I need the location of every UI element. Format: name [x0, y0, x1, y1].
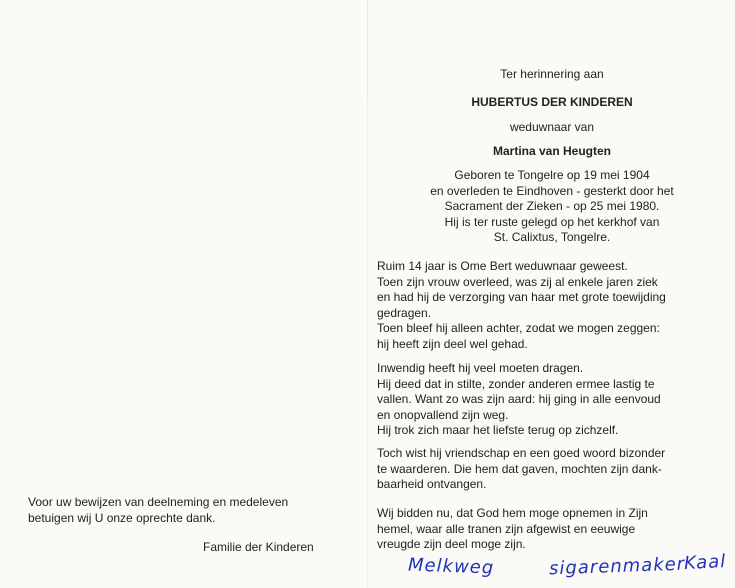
- deceased-name-block: [369, 95, 735, 109]
- paragraph-3-line-1: Toch wist hij vriendschap en een goed woord bizonder: [377, 446, 666, 460]
- spouse-name: Martina van Heugten: [492, 144, 612, 158]
- birth-line-2: en overleden te Eindhoven - gesterkt door het: [430, 183, 674, 198]
- paragraph-1-line-6: hij heeft zijn deel wel gehad.: [377, 336, 528, 351]
- paragraph-1-line-4: gedragen.: [377, 305, 432, 320]
- birth-line-4: Hij is ter ruste gelegd op het kerkhof van: [444, 214, 660, 229]
- intro-line: [369, 67, 735, 81]
- intro-text: Ter herinnering aan: [500, 67, 604, 81]
- paragraph-1-line-1: Ruim 14 jaar is Ome Bert weduwnaar geweest.: [377, 259, 628, 273]
- relation-text: weduwnaar van: [509, 120, 595, 134]
- paragraph-1: [377, 259, 704, 353]
- paragraph-2: [377, 361, 704, 439]
- paragraph-3-line-2: te waarderen. Die hem dat gaven, mochten zijn dank-: [377, 461, 662, 476]
- relation-block: [369, 120, 735, 134]
- thanks-block: [28, 494, 328, 555]
- paragraph-2-line-1: Inwendig heeft hij veel moeten dragen.: [377, 361, 584, 375]
- paragraph-4-line-1: Wij bidden nu, dat God hem moge opnemen in Zijn: [377, 506, 648, 520]
- deceased-name: HUBERTUS DER KINDEREN: [471, 95, 633, 109]
- paragraph-4-line-3: vreugde zijn deel moge zijn.: [377, 537, 526, 552]
- birth-line-3: Sacrament der Zieken - op 25 mei 1980.: [444, 199, 660, 213]
- paragraph-2-line-5: Hij trok zich maar het liefste terug op zichzelf.: [377, 423, 619, 438]
- paragraph-1-line-2: Toen zijn vrouw overleed, was zij al enkele jaren ziek: [377, 274, 658, 289]
- paragraph-3: [377, 446, 704, 493]
- family-signature: Familie der Kinderen: [203, 540, 314, 554]
- birth-death-block: [369, 168, 735, 246]
- paragraph-1-line-3: en had hij de verzorging van haar met grote toewijding: [377, 290, 666, 305]
- thanks-line-2: betuigen wij U onze oprechte dank.: [28, 511, 216, 525]
- paragraph-2-line-2: Hij deed dat in stilte, zonder anderen ermee lastig te: [377, 376, 655, 391]
- handwritten-note-occupation: sigarenmaker: [548, 553, 686, 580]
- handwritten-note-extra: Kaal: [683, 550, 727, 575]
- thanks-line-1: Voor uw bewijzen van deelneming en medeleven: [28, 495, 289, 509]
- birth-line-5: St. Calixtus, Tongelre.: [493, 230, 611, 244]
- handwritten-note-street: Melkweg: [407, 554, 495, 579]
- birth-line-1: Geboren te Tongelre op 19 mei 1904: [454, 168, 650, 182]
- card-fold: [367, 0, 368, 588]
- paragraph-2-line-3: vallen. Want zo was zijn aard: hij ging in alle eenvoud: [377, 392, 661, 407]
- paragraph-4-line-2: hemel, waar alle tranen zijn afgewist en eeuwige: [377, 521, 636, 536]
- spouse-block: [369, 144, 735, 158]
- paragraph-4: [377, 506, 704, 553]
- paragraph-1-line-5: Toen bleef hij alleen achter, zodat we mogen zeggen:: [377, 321, 660, 336]
- paragraph-2-line-4: en onopvallend zijn weg.: [377, 407, 509, 422]
- paragraph-3-line-3: baarheid ontvangen.: [377, 477, 487, 492]
